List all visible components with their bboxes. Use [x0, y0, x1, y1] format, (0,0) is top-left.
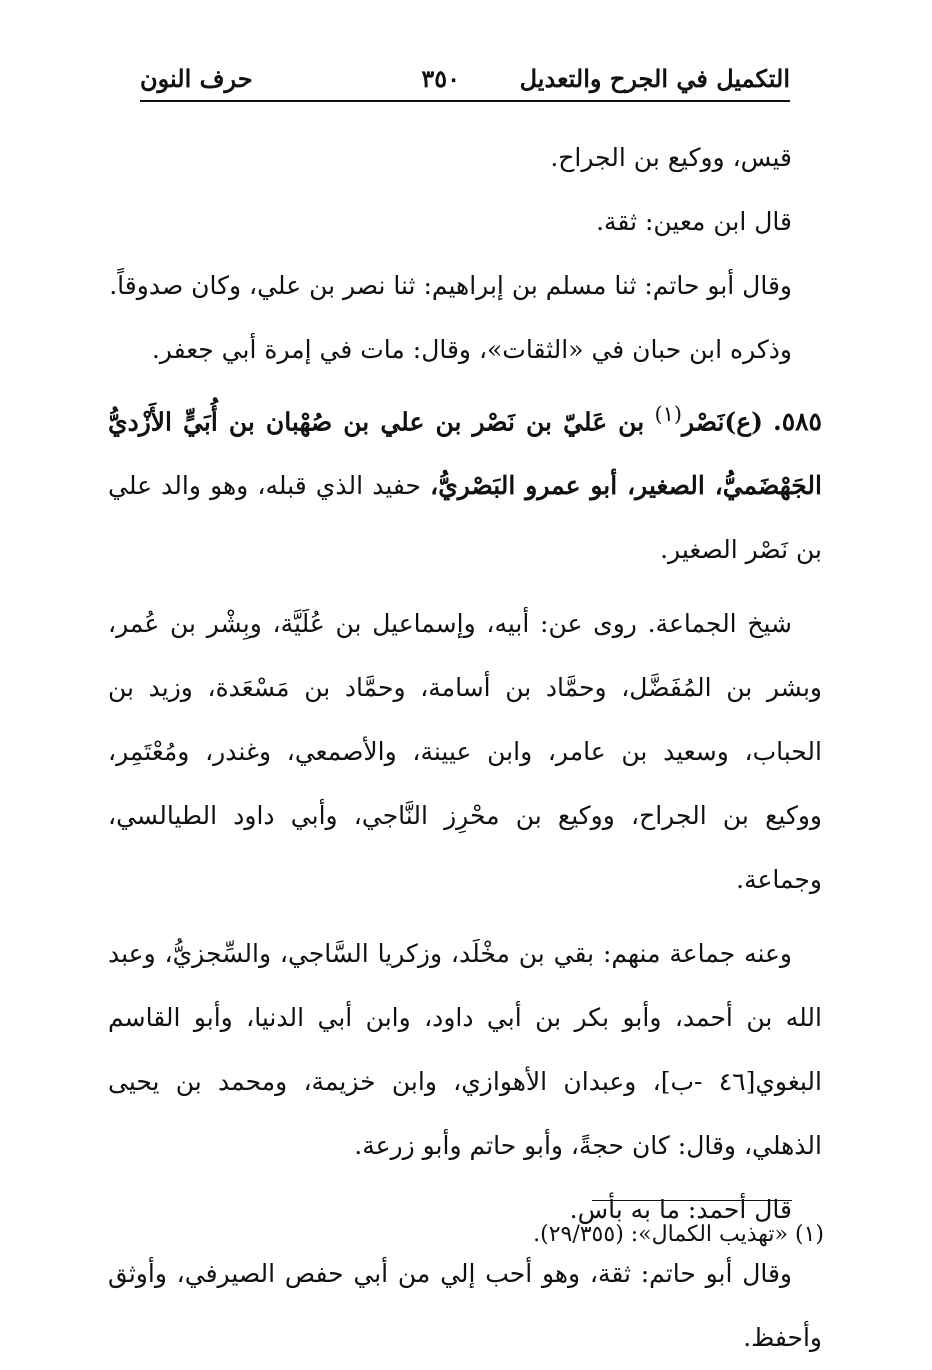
entry-symbol: (ع): [724, 407, 763, 437]
footnote-separator: [592, 1200, 792, 1201]
running-header: [140, 60, 790, 102]
entry-lineage: بن عَليّ بن نَصْر بن علي بن صُهْبان بن أُبَيٍّ الأَزْديُّ الجَهْضَميُّ، الصغير، أبو عمرو البَصْريُّ،: [108, 407, 822, 501]
text-line: وذكره ابن حبان في «الثقات»، وقال: مات في إمرة أبي جعفر.: [151, 335, 792, 364]
footnote-ref: (١): [654, 402, 682, 426]
paragraph: شيخ الجماعة. روى عن: أبيه، وإسماعيل بن عُلَيَّة، وبِشْر بن عُمر، وبشر بن المُفَضَّل، وحمَّاد بن أسامة، وحمَّاد بن مَسْعَدة، وزيد بن الحباب، وسعيد بن عامر، وابن عيينة، والأصمعي، وغندر، ومُعْتَمِر، ووكيع بن الجراح، ووكيع بن محْرِز النَّاجي، وأبي داود الطيالسي، وجماعة.: [108, 609, 822, 895]
text-line: قيس، ووكيع بن الجراح.: [550, 143, 792, 172]
text-line: قال ابن معين: ثقة.: [596, 207, 792, 236]
biography-entry: [108, 382, 822, 582]
entry-description: حفيد الذي قبله، وهو والد علي بن نَصْر الصغير.: [108, 471, 822, 565]
entry-name: نَصْر: [681, 407, 725, 437]
paragraph: وعنه جماعة منهم: بقي بن مخْلَد، وزكريا السَّاجي، والسِّجزيُّ، وعبد الله بن أحمد، وأبو بكر بن أبي داود، وابن أبي الدنيا، وأبو القاسم البغوي[٤٦ -ب]، وعبدان الأهوازي، وابن خزيمة، ومحمد بن يحيى الذهلي، وقال: كان حجةً، وأبو حاتم وأبو زرعة.: [108, 939, 822, 1161]
entry-number: ٥٨٥.: [772, 407, 822, 437]
text-line: وقال أبو حاتم: ثنا مسلم بن إبراهيم: ثنا نصر بن علي، وكان صدوقاً.: [109, 271, 792, 300]
page-number: ٣٥٠: [421, 64, 460, 93]
book-title: التكميل في الجرح والتعديل: [519, 64, 790, 93]
paragraph: قال أحمد: ما به بأس.: [569, 1195, 792, 1225]
chapter-title: حرف النون: [140, 64, 253, 93]
footnote: (١) «تهذيب الكمال»: (٢٩/٣٥٥).: [533, 1222, 824, 1247]
main-text: [108, 126, 822, 1370]
paragraph: وقال أبو حاتم: ثقة، وهو أحب إلي من أبي حفص الصيرفي، وأوثق وأحفظ.: [108, 1259, 822, 1353]
